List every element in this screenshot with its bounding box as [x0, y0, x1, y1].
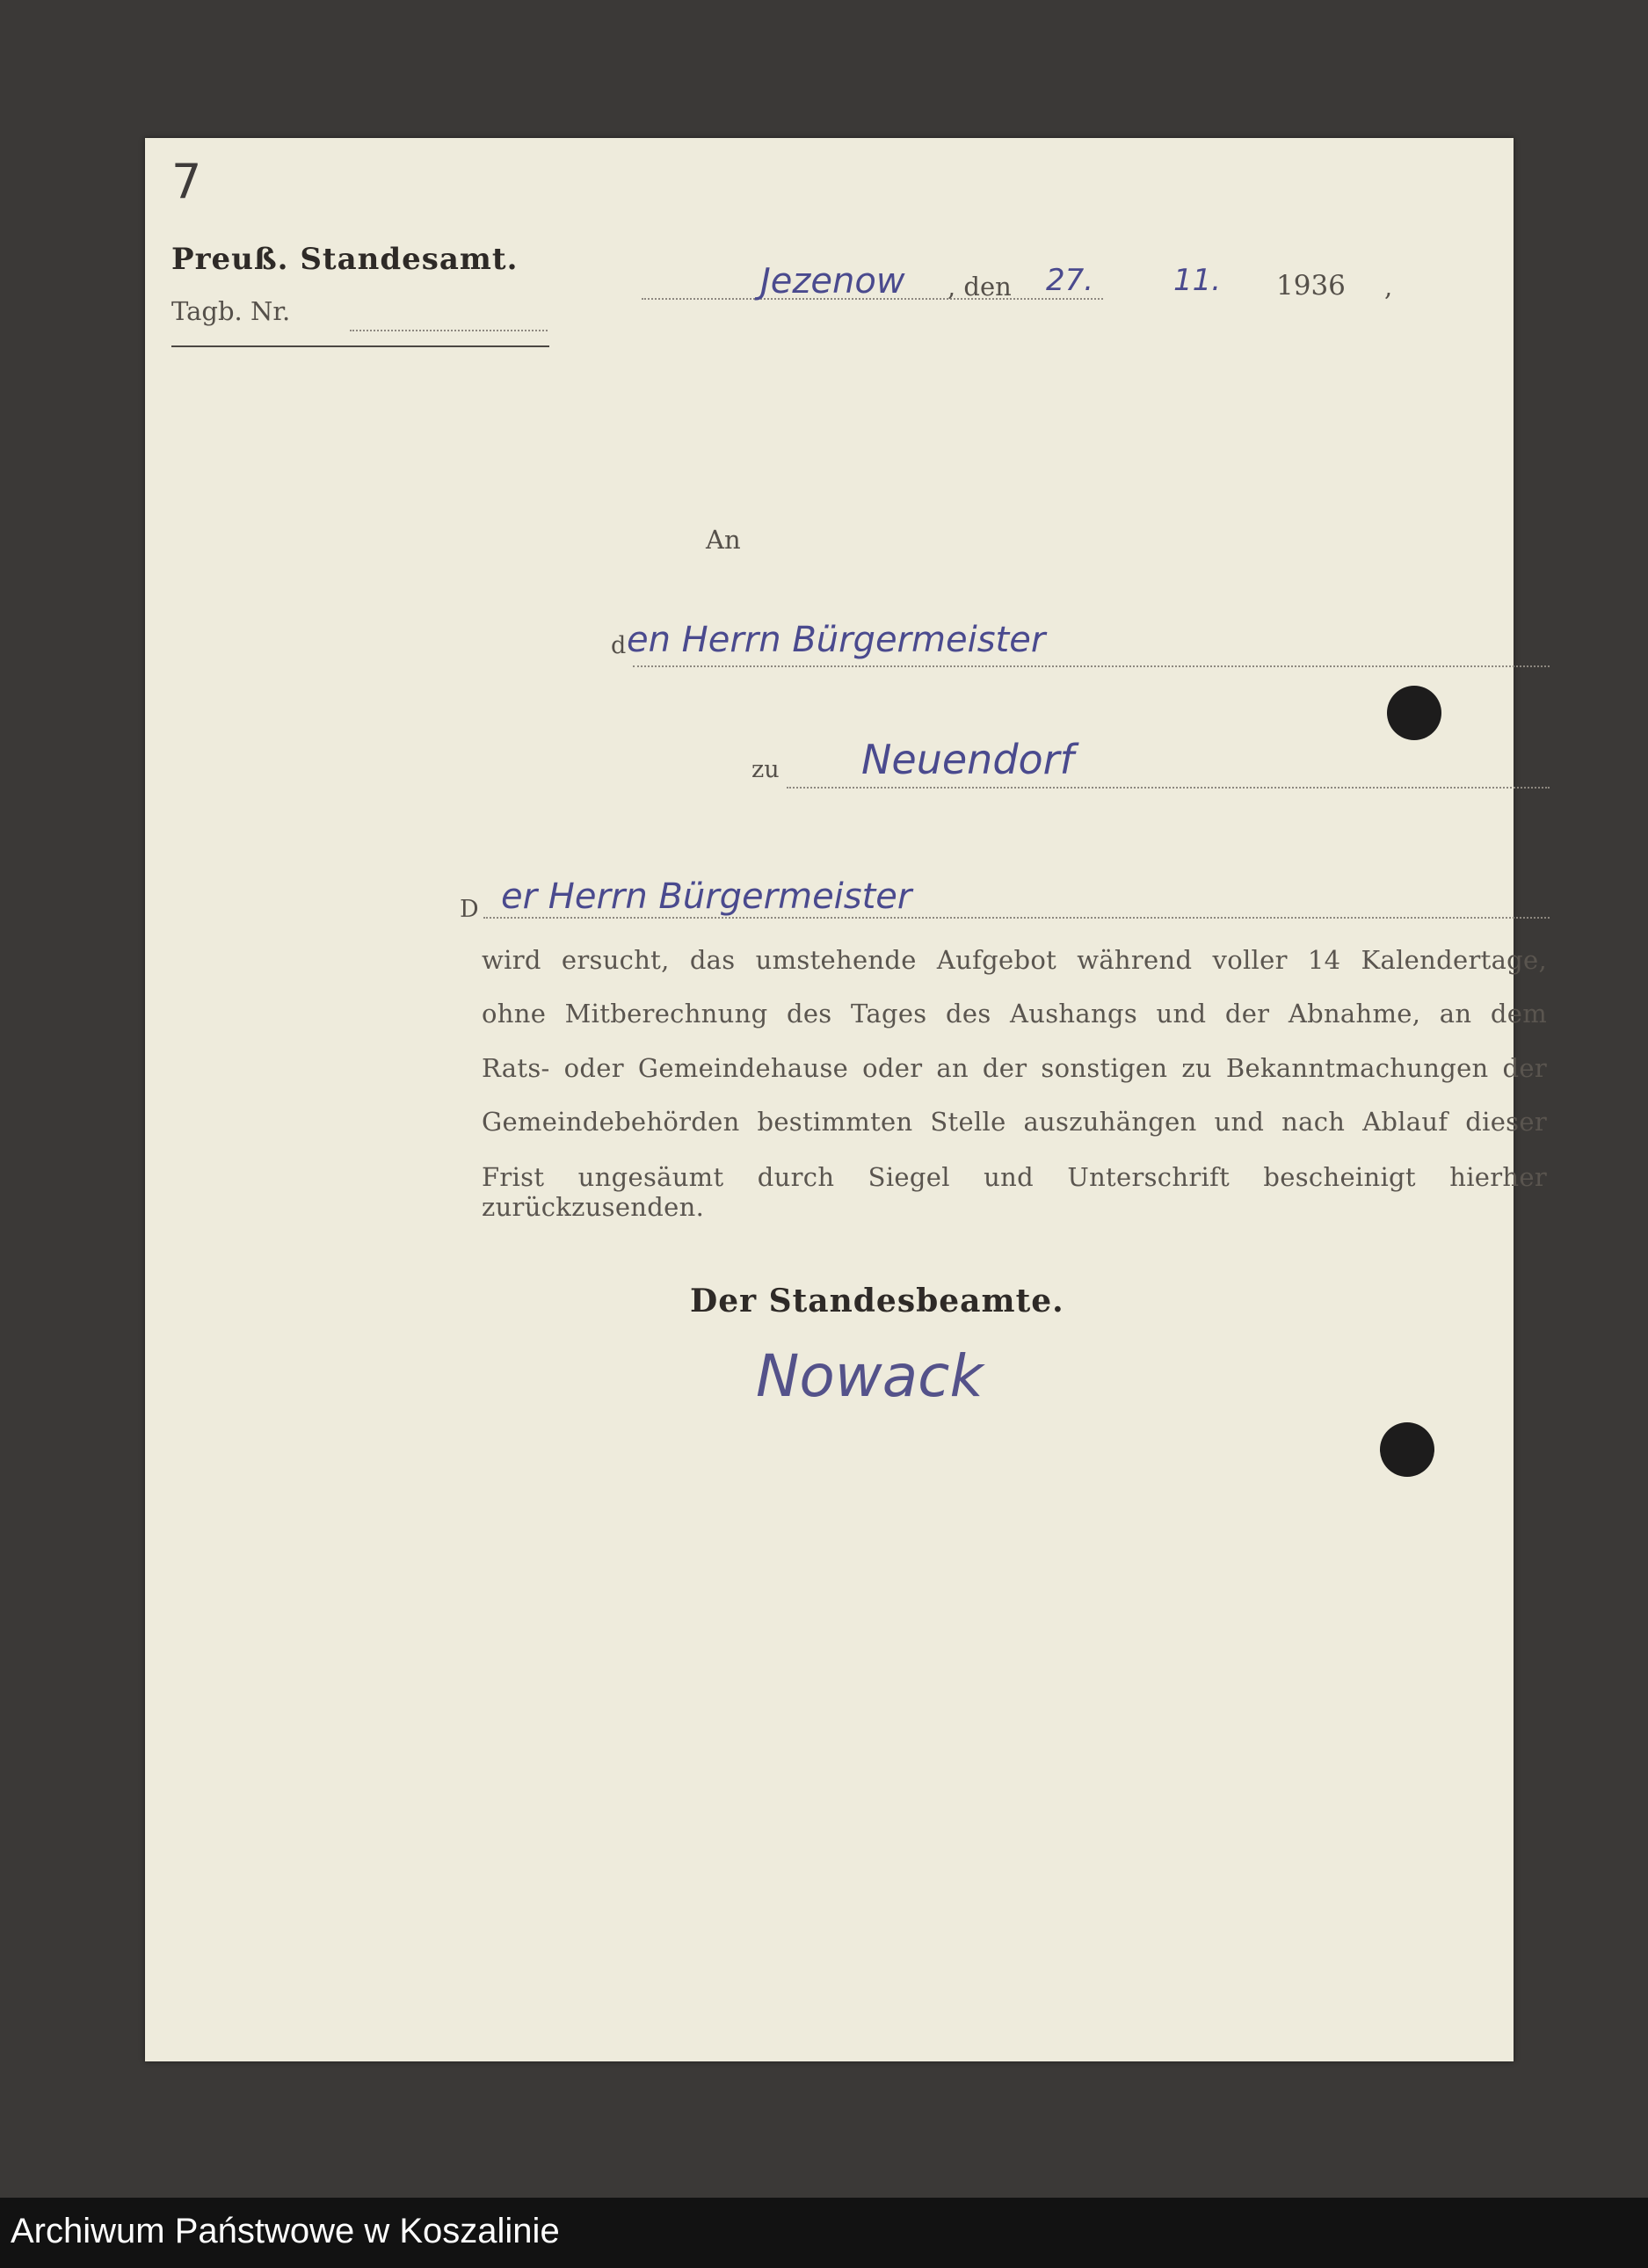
- journal-number-line: [350, 330, 548, 331]
- office-title: Preuß. Standesamt.: [171, 242, 519, 277]
- subject-line: [483, 917, 1550, 919]
- request-line-1: wird ersucht, das umstehende Aufgebot während voller 14 Kalendertage,: [482, 945, 1547, 975]
- d-prefix: D: [460, 896, 479, 923]
- date-month: 11.: [1173, 263, 1222, 298]
- journal-number-label: Tagb. Nr.: [171, 296, 291, 326]
- punch-hole-bottom: [1380, 1422, 1434, 1477]
- recipient-line: [633, 665, 1550, 667]
- den-label: , den: [947, 272, 1012, 302]
- date-day: 27.: [1046, 263, 1094, 298]
- den-prefix: d: [611, 632, 627, 659]
- signatory-title: Der Standesbeamte.: [690, 1283, 1064, 1319]
- recipient-handwritten: en Herrn Bürgermeister: [627, 620, 1046, 660]
- place-handwritten: Jezenow: [760, 261, 905, 302]
- request-line-2: ohne Mitberechnung des Tages des Aushangs und der Abnahme, an dem: [482, 999, 1547, 1029]
- page-number: 7: [171, 154, 202, 209]
- request-line-4: Gemeindebehörden bestimmten Stelle auszuhängen und nach Ablauf dieser: [482, 1107, 1547, 1137]
- header-rule: [171, 345, 549, 347]
- archive-footer: [0, 2198, 1648, 2268]
- request-line-3: Rats- oder Gemeindehause oder an der sonstigen zu Bekanntmachungen der: [482, 1053, 1547, 1083]
- punch-hole-top: [1387, 686, 1441, 740]
- archive-name: Archiwum Państwowe w Koszalinie: [11, 2212, 560, 2250]
- an-label: An: [706, 525, 741, 555]
- destination-handwritten: Neuendorf: [861, 736, 1074, 783]
- request-line-5: Frist ungesäumt durch Siegel und Unterschrift bescheinigt hierher zurückzusenden.: [482, 1162, 1547, 1222]
- dateline-end: ,: [1384, 272, 1393, 302]
- document-sheet: [145, 138, 1547, 2061]
- zu-label: zu: [751, 756, 780, 783]
- date-year: 1936: [1276, 270, 1346, 302]
- subject-handwritten: er Herrn Bürgermeister: [501, 876, 912, 917]
- place-to-line: [787, 787, 1550, 789]
- handwritten-signature: Nowack: [756, 1342, 984, 1410]
